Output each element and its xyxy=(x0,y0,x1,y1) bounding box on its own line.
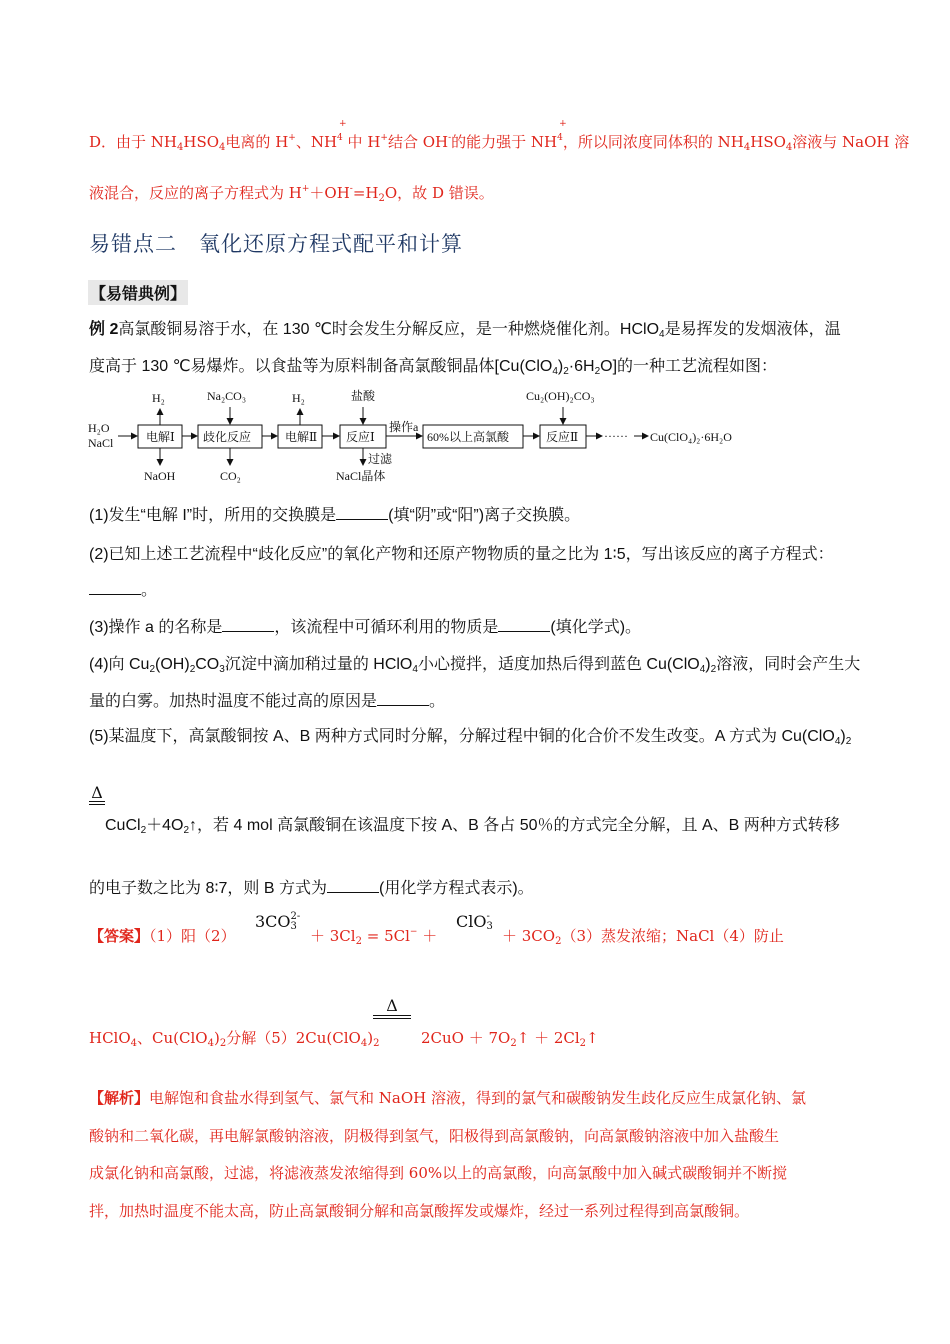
answer-line2-products: $2CuO + 7O_2↑$ ＋ $2Cl_2↑$ xyxy=(421,1029,599,1049)
flow-box6-label: 反应Ⅱ xyxy=(546,430,579,444)
answer-carbonate: 3CO 2- 3 xyxy=(255,911,301,932)
typical-example-tag: 【易错典例】 xyxy=(88,280,188,305)
answer-line2: HClO$_4$、$Cu(ClO_4)_2$分解$(5)2Cu(ClO_4)_2$ xyxy=(89,1029,380,1049)
analysis-line4: 拌，加热时温度不能太高，防止高氯酸铜分解和高氯酸挥发或爆炸，经过一系列过程得到高氯酸铜。 xyxy=(89,1202,750,1220)
answer-blank xyxy=(89,582,141,595)
flow-operation-a: 操作a xyxy=(389,420,419,434)
section-heading: 易错点二 氧化还原方程式配平和计算 xyxy=(89,232,463,256)
question-5-line3: 的电子数之比为 8∶7，则 B 方式为 (用化学方程式表示)。 xyxy=(89,880,534,897)
process-flow-diagram xyxy=(86,385,786,490)
flow-top-h2-2: H₂ xyxy=(292,391,305,405)
flow-box1-label: 电解Ⅰ xyxy=(146,430,175,444)
example-line2: 度高于 130 ℃易爆炸。以食盐等为原料制备高氯酸铜晶体$[Cu(ClO_4)_2\cdot 6H_2O]$的一种工艺流程如图： xyxy=(89,358,778,377)
flow-box2-label: 歧化反应 xyxy=(203,430,252,444)
q5-heat-condition xyxy=(89,783,105,805)
delta-symbol: Δ xyxy=(91,783,103,802)
answer-chlorate: ClO - 3 xyxy=(456,911,493,932)
answer-blank xyxy=(222,619,274,632)
answer-line1: 【答案】（1）阳（2） xyxy=(89,927,236,945)
answer-blank xyxy=(336,507,388,520)
question-2-line1: (2)已知上述工艺流程中“歧化反应”的氧化产物和还原产物物质的量之比为 1∶5，写出该反应的离子方程式： xyxy=(89,546,834,563)
answer-chlorine: ＋ $3Cl_2 = 5Cl^-$ ＋ xyxy=(310,927,438,947)
analysis-line2: 酸钠和二氧化碳，再电解氯酸钠溶液，阴极得到氢气，阳极得到高氯酸钠，向高氯酸钠溶液中加入盐酸生 xyxy=(89,1127,780,1145)
flow-bottom-naoh: NaOH xyxy=(144,469,176,483)
flow-top-h2-1: H₂ xyxy=(152,391,165,405)
question-3: (3)操作 a 的名称是 ，该流程中可循环利用的物质是 (填化学式)。 xyxy=(89,619,642,636)
answer-heat-condition xyxy=(373,998,411,1019)
flow-input-nacl: NaCl xyxy=(88,436,114,450)
flow-bottom-filter: 过滤 xyxy=(368,452,393,466)
flow-dots: ······ xyxy=(604,429,628,443)
flow-top-na2co3: Na₂CO₃ xyxy=(207,389,247,403)
analysis-line1: 【解析】电解饱和食盐水得到氢气、氯气和 NaOH 溶液，得到的氯气和碳酸钠发生歧化反应生成氯化钠、氯 xyxy=(89,1089,807,1107)
example-line1: 例 2高氯酸铜易溶于水，在 130 ℃时会发生分解反应，是一种燃烧催化剂。HClO$_4$是易挥发的发烟液体，温 xyxy=(89,321,841,340)
answer-rest: ＋ $3CO_2(3)$蒸发浓缩；NaCl（4）防止 xyxy=(502,927,784,947)
answer-blank xyxy=(498,619,550,632)
question-5-line2: $CuCl_2+4O_2↑$，若 4 mol 高氯酸铜在该温度下按 A、B 各占 50％的方式完全分解，且 A、B 两种方式转移 xyxy=(105,817,840,836)
question-4-line1: (4)向 $Cu_2(OH)_2CO_3$沉淀中滴加稍过量的 HClO$_4$小心搅拌，适度加热后得到蓝色 $Cu(ClO_4)_2$溶液，同时会产生大 xyxy=(89,656,861,675)
flow-bottom-co2: CO₂ xyxy=(220,469,241,483)
flow-box4-label: 反应Ⅰ xyxy=(346,430,375,444)
question-1: (1)发生“电解 I”时，所用的交换膜是 (填“阴”或“阳”)离子交换膜。 xyxy=(89,507,581,524)
flow-top-basic-copper-carbonate: Cu₂(OH)₂CO₃ xyxy=(526,389,595,403)
question-2-line2: 。 xyxy=(89,577,157,600)
question-4-line2: 量的白雾。加热时温度不能过高的原因是 。 xyxy=(89,693,446,710)
delta-symbol: Δ xyxy=(386,996,398,1015)
option-d-line2: 液混合，反应的离子方程式为 $H^++OH^-=H_2O$，故 D 错误。 xyxy=(89,184,494,204)
flow-product: Cu(ClO₄)₂·6H₂O xyxy=(650,430,732,444)
answer-blank xyxy=(377,693,429,706)
flow-top-hcl: 盐酸 xyxy=(351,389,376,403)
flow-bottom-nacl-crystal: NaCl晶体 xyxy=(336,469,386,483)
analysis-line3: 成氯化钠和高氯酸，过滤，将滤液蒸发浓缩得到 60%以上的高氯酸，向高氯酸中加入碱式碳酸铜并不断搅 xyxy=(89,1164,788,1182)
option-d-line1: D．由于 $NH_4HSO_4$电离的 H+、NH + $^4$ 中 H+结合 OH-的能力强于 NH + $^4$，所以同浓度同体积的 $NH_4HSO_4$溶液与 NaOH 溶 xyxy=(89,119,910,153)
flow-input-water: H₂O xyxy=(88,421,110,435)
answer-blank xyxy=(327,880,379,893)
question-5-line1: (5)某温度下，高氯酸铜按 A、B 两种方式同时分解，分解过程中铜的化合价不发生改变。A 方式为 $Cu(ClO_4)_2$ xyxy=(89,728,852,747)
flow-box5-label: 60%以上高氯酸 xyxy=(427,430,509,444)
flow-box3-label: 电解Ⅱ xyxy=(285,430,318,444)
